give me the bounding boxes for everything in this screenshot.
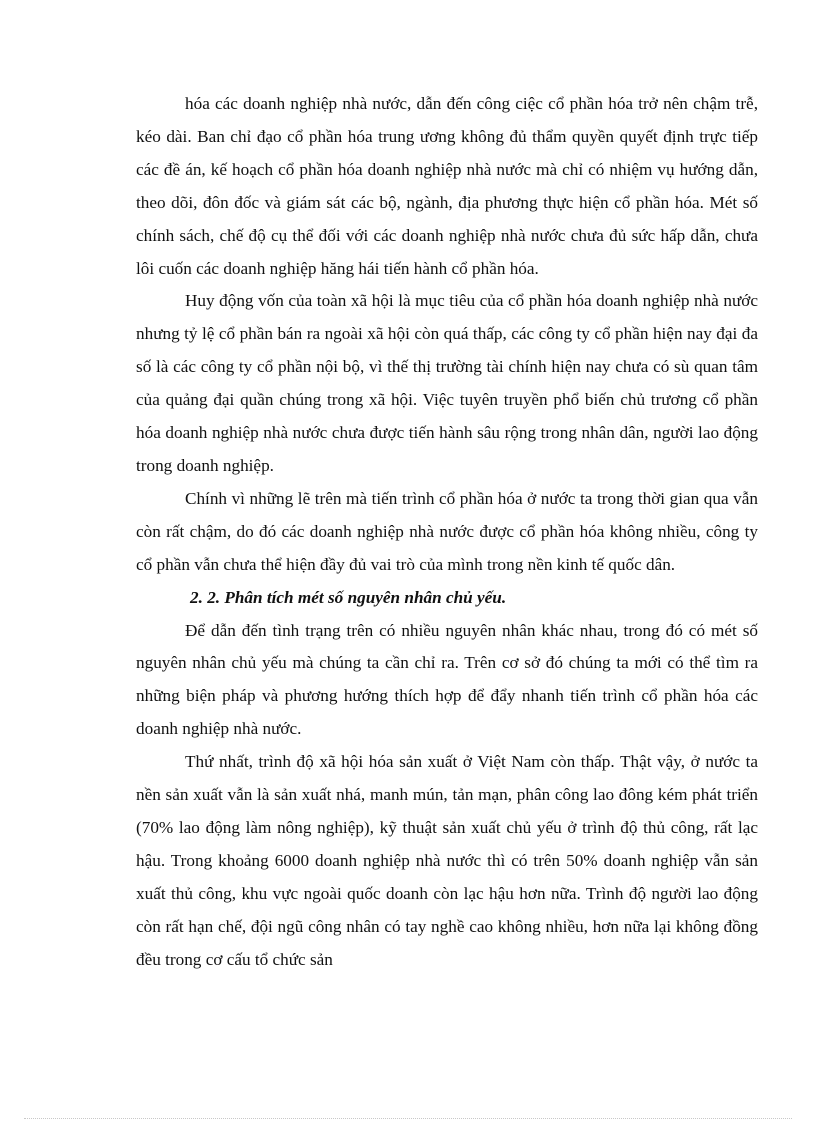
section-heading: 2. 2. Phân tích mét số nguyên nhân chủ yếu.: [190, 587, 507, 607]
paragraph-causes-intro: Để dẫn đến tình trạng trên có nhiều nguyên nhân khác nhau, trong đó có mét số nguyên nhân chủ yếu mà chúng ta cần chỉ ra. Trên cơ sở đó chúng ta mới có thể tìm ra những biện pháp và phương hướng thích hợp để đẩy nhanh tiến trình cổ phần hóa các doanh nghiệp nhà nước.: [136, 620, 758, 739]
paragraph-first-cause: Thứ nhất, trình độ xã hội hóa sản xuất ở Việt Nam còn thấp. Thật vậy, ở nước ta nền sản xuất vẫn là sản xuất nhá, manh mún, tản mạn, phân công lao đông kém phát triển (70% lao động làm nông nghiệp), kỹ thuật sản xuất chủ yếu ở trình độ thủ công, rất lạc hậu. Trong khoảng 6000 doanh nghiệp nhà nước thì có trên 50% doanh nghiệp vẫn sản xuất thủ công, khu vực ngoài quốc doanh còn lạc hậu hơn nữa. Trình độ người lao động còn rất hạn chế, đội ngũ công nhân có tay nghề cao không nhiều, hơn nữa lại không đồng đều trong cơ cấu tổ chức sản: [136, 752, 758, 969]
paragraph-slow-progress: Chính vì những lẽ trên mà tiến trình cổ phần hóa ở nước ta trong thời gian qua vẫn còn rất chậm, do đó các doanh nghiệp nhà nước được cổ phần hóa không nhiều, công ty cổ phần vẫn chưa thể hiện đầy đủ vai trò của mình trong nền kinh tế quốc dân.: [136, 488, 758, 574]
paragraph-continuation: hóa các doanh nghiệp nhà nước, dẫn đến công ciệc cổ phần hóa trở nên chậm trễ, kéo dài. Ban chỉ đạo cổ phần hóa trung ương không đủ thẩm quyền quyết định trực tiếp các đề án, kế hoạch cổ phần hóa doanh nghiệp nhà nước mà chỉ có nhiệm vụ hướng dẫn, theo dõi, đôn đốc và giám sát các bộ, ngành, địa phương thực hiện cổ phần hóa. Mét số chính sách, chế độ cụ thể đối với các doanh nghiệp nhà nước chưa đủ sức hấp dẫn, chưa lôi cuốn các doanh nghiệp hăng hái tiến hành cổ phần hóa.: [136, 94, 758, 278]
body-text: [136, 88, 758, 976]
paragraph-capital-mobilization: Huy động vốn của toàn xã hội là mục tiêu của cổ phần hóa doanh nghiệp nhà nước nhưng tỷ lệ cổ phần bán ra ngoài xã hội còn quá thấp, các công ty cổ phần hiện nay đại đa số là các công ty cổ phần nội bộ, vì thế thị trường tài chính hiện nay chưa có sù quan tâm của quảng đại quần chúng trong xã hội. Việc tuyên truyền phổ biến chủ trương cổ phần hóa doanh nghiệp nhà nước chưa được tiến hành sâu rộng trong nhân dân, người lao động trong doanh nghiệp.: [136, 291, 758, 475]
page-bottom-divider: [24, 1118, 792, 1119]
